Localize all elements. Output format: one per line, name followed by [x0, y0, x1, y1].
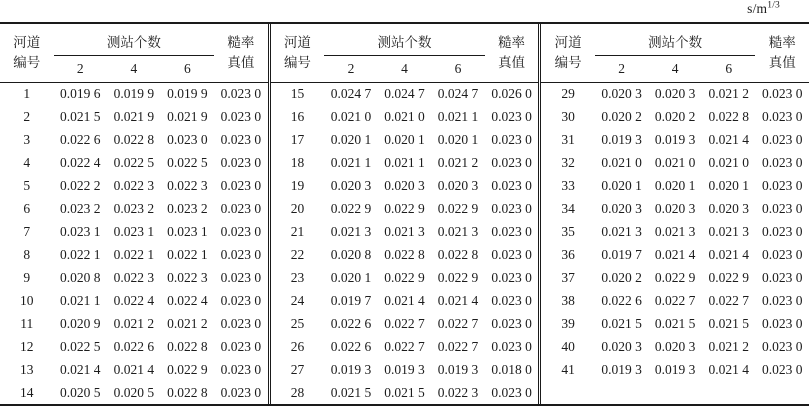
value-cell: 0.022 9: [437, 269, 479, 285]
value-cell: 0.019 7: [330, 292, 372, 308]
value-cell: 0.023 0: [761, 85, 803, 101]
value-cell: 0.022 3: [113, 269, 155, 285]
header-roughness-line2: 真值: [227, 54, 255, 70]
value-cell: 0.022 8: [437, 246, 479, 262]
value-cell: 0.020 3: [708, 200, 749, 216]
table-row: [0, 174, 268, 197]
value-cell: 0.023 0: [491, 223, 532, 239]
value-cell: 0.021 0: [708, 154, 749, 170]
value-cell: 0.022 3: [167, 269, 208, 285]
unit-exponent: 1/3: [767, 0, 780, 11]
value-cell: 0.018 0: [491, 361, 532, 377]
value-cell: 0.023 1: [113, 223, 155, 239]
value-cell: 0.020 3: [654, 85, 696, 101]
channel-id-cell: 21: [290, 223, 305, 239]
value-cell: 0.023 1: [60, 223, 101, 239]
value-cell: 0.022 2: [60, 177, 101, 193]
value-cell: 0.023 0: [491, 384, 532, 400]
table-row: [271, 243, 539, 266]
value-cell: 0.021 4: [60, 361, 101, 377]
value-cell: 0.019 3: [601, 131, 642, 147]
unit-base: s/m: [747, 1, 768, 16]
value-cell: 0.020 5: [113, 384, 155, 400]
channel-id-cell: 37: [561, 269, 575, 285]
value-cell: 0.019 9: [113, 85, 155, 101]
value-cell: 0.021 4: [708, 246, 749, 262]
channel-id-cell: 41: [561, 361, 575, 377]
value-cell: 0.022 6: [330, 338, 372, 354]
header-channel-line1: 河道: [554, 35, 582, 51]
value-cell: 0.023 0: [491, 338, 532, 354]
value-cell: 0.021 2: [167, 315, 208, 331]
header-station-4: 4: [648, 55, 702, 82]
table-row: [271, 174, 539, 197]
table-row: [0, 105, 268, 128]
value-cell: [648, 381, 702, 404]
value-cell: 0.021 5: [60, 108, 101, 124]
table-group-3: [538, 24, 809, 404]
channel-id-cell: 3: [23, 131, 31, 147]
value-cell: 0.019 7: [601, 246, 642, 262]
value-cell: 0.020 3: [601, 200, 642, 216]
table-group-1: [0, 24, 268, 404]
channel-id-cell: 35: [561, 223, 575, 239]
value-cell: 0.021 4: [437, 292, 479, 308]
value-cell: 0.021 1: [384, 154, 425, 170]
header-station-6: 6: [161, 55, 215, 82]
header-station-6: 6: [431, 55, 485, 82]
value-cell: 0.021 3: [330, 223, 372, 239]
table-row: [0, 128, 268, 151]
value-cell: 0.023 0: [220, 338, 262, 354]
value-cell: 0.023 0: [491, 315, 532, 331]
channel-id-cell: 19: [290, 177, 305, 193]
channel-id-cell: 27: [290, 361, 305, 377]
channel-id-cell: 7: [23, 223, 31, 239]
value-cell: 0.022 5: [113, 154, 155, 170]
channel-id-cell: 18: [290, 154, 305, 170]
value-cell: 0.023 0: [491, 292, 532, 308]
channel-id-cell: 39: [561, 315, 575, 331]
value-cell: 0.023 0: [761, 223, 803, 239]
table-row: [271, 128, 539, 151]
value-cell: 0.023 0: [761, 131, 803, 147]
value-cell: 0.024 7: [384, 85, 425, 101]
value-cell: 0.019 6: [60, 85, 101, 101]
value-cell: 0.021 4: [113, 361, 155, 377]
value-cell: 0.020 8: [330, 246, 372, 262]
table-body-3: [541, 82, 809, 404]
value-cell: 0.023 0: [220, 200, 262, 216]
value-cell: 0.019 3: [384, 361, 425, 377]
channel-id-cell: 4: [23, 154, 31, 170]
channel-id-cell: 6: [23, 200, 31, 216]
channel-id-cell: 2: [23, 108, 31, 124]
value-cell: 0.022 4: [60, 154, 101, 170]
value-cell: 0.023 0: [491, 154, 532, 170]
value-cell: 0.021 3: [654, 223, 696, 239]
table-row: [0, 358, 268, 381]
value-cell: 0.020 3: [601, 85, 642, 101]
table-row: [541, 82, 809, 105]
value-cell: 0.022 9: [654, 269, 696, 285]
table-header: [0, 24, 268, 82]
channel-id-cell: 40: [561, 338, 575, 354]
value-cell: 0.023 0: [761, 338, 803, 354]
value-cell: 0.021 4: [654, 246, 696, 262]
value-cell: 0.019 3: [601, 361, 642, 377]
table-row: [0, 82, 268, 105]
channel-id-cell: 17: [290, 131, 305, 147]
table-body-2: [271, 82, 539, 404]
value-cell: 0.022 9: [437, 200, 479, 216]
value-cell: 0.022 1: [60, 246, 101, 262]
header-roughness-true: [214, 24, 268, 82]
value-cell: 0.021 5: [708, 315, 749, 331]
value-cell: 0.022 5: [60, 338, 101, 354]
header-channel-id: [0, 24, 54, 82]
channel-id-cell: 5: [23, 177, 31, 193]
table-row: [271, 220, 539, 243]
value-cell: 0.023 0: [220, 269, 262, 285]
table-row: [0, 312, 268, 335]
header-channel-line1: 河道: [13, 35, 41, 51]
table-row: [541, 381, 809, 404]
header-roughness-line1: 糙率: [227, 35, 255, 51]
value-cell: 0.023 0: [220, 85, 262, 101]
table-row: [271, 105, 539, 128]
data-table-1: [0, 24, 268, 404]
channel-id-cell: 33: [561, 177, 575, 193]
value-cell: 0.022 1: [113, 246, 155, 262]
channel-id-cell: 28: [290, 384, 305, 400]
header-station-count: 测站个数: [324, 24, 485, 55]
channel-id-cell: 20: [290, 200, 305, 216]
table-row: [0, 151, 268, 174]
value-cell: 0.020 3: [654, 200, 696, 216]
value-cell: 0.020 3: [601, 338, 642, 354]
value-cell: 0.020 9: [60, 315, 101, 331]
table-group-2: [268, 24, 539, 404]
value-cell: 0.023 2: [60, 200, 101, 216]
channel-id-cell: 31: [561, 131, 575, 147]
value-cell: 0.026 0: [491, 85, 532, 101]
value-cell: 0.022 3: [437, 384, 479, 400]
header-station-6: 6: [702, 55, 756, 82]
value-cell: 0.022 6: [60, 131, 101, 147]
channel-id-cell: 10: [20, 292, 34, 308]
table-header: [271, 24, 539, 82]
channel-id-cell: 29: [561, 85, 575, 101]
value-cell: 0.023 0: [220, 246, 262, 262]
channel-id-cell: 8: [23, 246, 31, 262]
value-cell: 0.021 2: [708, 338, 749, 354]
table-row: [0, 266, 268, 289]
value-cell: 0.021 1: [60, 292, 101, 308]
value-cell: 0.023 0: [761, 361, 803, 377]
value-cell: 0.022 9: [384, 269, 425, 285]
value-cell: 0.024 7: [437, 85, 479, 101]
value-cell: 0.023 0: [491, 246, 532, 262]
table-row: [541, 358, 809, 381]
unit-label: [747, 1, 780, 17]
value-cell: 0.022 7: [384, 315, 425, 331]
value-cell: 0.021 9: [113, 108, 155, 124]
value-cell: 0.023 0: [220, 223, 262, 239]
channel-id-cell: 26: [290, 338, 305, 354]
table-row: [0, 381, 268, 404]
header-channel-id: [271, 24, 325, 82]
header-station-4: 4: [107, 55, 161, 82]
value-cell: 0.021 2: [113, 315, 155, 331]
value-cell: 0.023 0: [220, 108, 262, 124]
table-row: [271, 151, 539, 174]
value-cell: 0.021 2: [708, 85, 749, 101]
value-cell: 0.022 9: [384, 200, 425, 216]
table-row: [541, 105, 809, 128]
value-cell: 0.020 1: [601, 177, 642, 193]
value-cell: 0.023 0: [220, 177, 262, 193]
value-cell: 0.022 3: [113, 177, 155, 193]
value-cell: 0.022 8: [167, 384, 208, 400]
channel-id-cell: 9: [23, 269, 31, 285]
table-row: [271, 381, 539, 404]
table-row: [541, 312, 809, 335]
channel-id-cell: 34: [561, 200, 575, 216]
value-cell: 0.022 6: [113, 338, 155, 354]
value-cell: 0.020 1: [654, 177, 696, 193]
value-cell: 0.022 9: [167, 361, 208, 377]
value-cell: 0.019 3: [437, 361, 479, 377]
header-roughness-line1: 糙率: [498, 35, 526, 51]
channel-id-cell: [541, 381, 595, 404]
channel-id-cell: 1: [23, 85, 31, 101]
value-cell: 0.022 6: [330, 315, 372, 331]
value-cell: 0.020 2: [654, 108, 696, 124]
value-cell: 0.023 0: [761, 200, 803, 216]
header-station-2: 2: [54, 55, 108, 82]
value-cell: 0.022 8: [708, 108, 749, 124]
header-channel-line2: 编号: [13, 54, 41, 70]
value-cell: 0.019 9: [167, 85, 208, 101]
value-cell: 0.023 0: [220, 315, 262, 331]
value-cell: 0.023 0: [491, 177, 532, 193]
value-cell: 0.021 3: [601, 223, 642, 239]
value-cell: 0.022 8: [167, 338, 208, 354]
value-cell: 0.023 0: [220, 131, 262, 147]
value-cell: 0.022 3: [167, 177, 208, 193]
header-channel-line1: 河道: [283, 35, 311, 51]
data-table-3: [541, 24, 809, 404]
channel-id-cell: 23: [290, 269, 305, 285]
value-cell: 0.023 2: [167, 200, 208, 216]
value-cell: 0.020 1: [384, 131, 425, 147]
data-table-2: [271, 24, 539, 404]
value-cell: 0.022 7: [384, 338, 425, 354]
value-cell: 0.020 1: [330, 131, 372, 147]
value-cell: 0.023 0: [167, 131, 208, 147]
channel-id-cell: 13: [20, 361, 34, 377]
header-roughness-line1: 糙率: [768, 35, 796, 51]
value-cell: 0.020 2: [601, 108, 642, 124]
header-station-2: 2: [324, 55, 378, 82]
header-roughness-true: [485, 24, 539, 82]
table-row: [541, 128, 809, 151]
channel-id-cell: 15: [290, 85, 305, 101]
value-cell: 0.021 1: [330, 154, 372, 170]
channel-id-cell: 11: [20, 315, 34, 331]
value-cell: 0.023 0: [761, 292, 803, 308]
value-cell: 0.021 0: [654, 154, 696, 170]
value-cell: 0.021 0: [330, 108, 372, 124]
header-roughness-line2: 真值: [768, 54, 796, 70]
table-row: [271, 82, 539, 105]
table-row: [271, 358, 539, 381]
value-cell: 0.022 1: [167, 246, 208, 262]
value-cell: 0.021 2: [437, 154, 479, 170]
value-cell: 0.021 5: [601, 315, 642, 331]
table-row: [541, 266, 809, 289]
value-cell: 0.020 1: [708, 177, 749, 193]
value-cell: 0.020 1: [330, 269, 372, 285]
table-row: [541, 197, 809, 220]
value-cell: 0.019 3: [330, 361, 372, 377]
value-cell: 0.020 8: [60, 269, 101, 285]
channel-id-cell: 16: [290, 108, 305, 124]
value-cell: 0.021 3: [384, 223, 425, 239]
value-cell: 0.020 3: [330, 177, 372, 193]
table-row: [541, 174, 809, 197]
value-cell: 0.019 3: [654, 131, 696, 147]
value-cell: 0.022 5: [167, 154, 208, 170]
header-station-4: 4: [378, 55, 432, 82]
value-cell: 0.023 0: [220, 154, 262, 170]
channel-id-cell: 12: [20, 338, 34, 354]
table-row: [0, 220, 268, 243]
header-station-2: 2: [595, 55, 649, 82]
value-cell: 0.023 0: [761, 154, 803, 170]
table-row: [271, 266, 539, 289]
header-channel-line2: 编号: [554, 54, 582, 70]
value-cell: 0.023 2: [113, 200, 155, 216]
table-row: [271, 335, 539, 358]
value-cell: 0.020 3: [654, 338, 696, 354]
value-cell: [702, 381, 756, 404]
value-cell: 0.021 5: [330, 384, 372, 400]
value-cell: 0.021 4: [384, 292, 425, 308]
header-roughness-true: [755, 24, 809, 82]
value-cell: 0.021 1: [437, 108, 479, 124]
value-cell: 0.020 2: [601, 269, 642, 285]
channel-id-cell: 30: [561, 108, 575, 124]
channel-id-cell: 22: [290, 246, 305, 262]
header-channel-line2: 编号: [283, 54, 311, 70]
value-cell: 0.023 0: [761, 246, 803, 262]
value-cell: 0.020 3: [437, 177, 479, 193]
table-row: [541, 243, 809, 266]
table-row: [271, 312, 539, 335]
header-roughness-line2: 真值: [498, 54, 526, 70]
value-cell: 0.022 9: [330, 200, 372, 216]
value-cell: 0.022 7: [437, 315, 479, 331]
table-row: [0, 243, 268, 266]
value-cell: 0.022 6: [601, 292, 642, 308]
table-row: [271, 289, 539, 312]
value-cell: 0.022 8: [384, 246, 425, 262]
value-cell: 0.022 7: [437, 338, 479, 354]
header-station-count: 测站个数: [595, 24, 756, 55]
channel-id-cell: 32: [561, 154, 575, 170]
value-cell: 0.021 5: [384, 384, 425, 400]
channel-id-cell: 38: [561, 292, 575, 308]
value-cell: 0.023 0: [761, 108, 803, 124]
value-cell: 0.021 9: [167, 108, 208, 124]
value-cell: 0.023 0: [491, 269, 532, 285]
value-cell: 0.023 0: [491, 108, 532, 124]
value-cell: 0.021 0: [384, 108, 425, 124]
value-cell: 0.022 4: [167, 292, 208, 308]
value-cell: 0.021 0: [601, 154, 642, 170]
value-cell: 0.023 0: [220, 384, 262, 400]
value-cell: 0.023 0: [761, 177, 803, 193]
channel-id-cell: 24: [290, 292, 305, 308]
table-body-1: [0, 82, 268, 404]
table-row: [0, 289, 268, 312]
value-cell: 0.023 0: [491, 131, 532, 147]
channel-id-cell: 25: [290, 315, 305, 331]
value-cell: 0.022 7: [654, 292, 696, 308]
value-cell: 0.021 4: [708, 361, 749, 377]
header-channel-id: [541, 24, 595, 82]
value-cell: 0.023 0: [761, 269, 803, 285]
value-cell: 0.022 8: [113, 131, 155, 147]
table-row: [541, 289, 809, 312]
table-row: [541, 220, 809, 243]
header-station-count: 测站个数: [54, 24, 215, 55]
channel-id-cell: 14: [20, 384, 34, 400]
value-cell: 0.024 7: [330, 85, 372, 101]
value-cell: 0.023 1: [167, 223, 208, 239]
value-cell: 0.022 4: [113, 292, 155, 308]
value-cell: 0.019 3: [654, 361, 696, 377]
value-cell: 0.021 3: [708, 223, 749, 239]
value-cell: 0.023 0: [491, 200, 532, 216]
channel-id-cell: 36: [561, 246, 575, 262]
table-row: [0, 197, 268, 220]
table-row: [271, 197, 539, 220]
value-cell: [595, 381, 649, 404]
value-cell: 0.023 0: [220, 361, 262, 377]
value-cell: 0.023 0: [761, 315, 803, 331]
value-cell: 0.023 0: [220, 292, 262, 308]
value-cell: 0.021 3: [437, 223, 479, 239]
table-row: [541, 335, 809, 358]
value-cell: 0.020 3: [384, 177, 425, 193]
table-row: [0, 335, 268, 358]
value-cell: 0.020 5: [60, 384, 101, 400]
value-cell: 0.022 7: [708, 292, 749, 308]
value-cell: [755, 381, 809, 404]
value-cell: 0.021 4: [708, 131, 749, 147]
roughness-table: [0, 22, 809, 406]
table-row: [541, 151, 809, 174]
table-header: [541, 24, 809, 82]
value-cell: 0.020 1: [437, 131, 479, 147]
value-cell: 0.022 9: [708, 269, 749, 285]
value-cell: 0.021 5: [654, 315, 696, 331]
